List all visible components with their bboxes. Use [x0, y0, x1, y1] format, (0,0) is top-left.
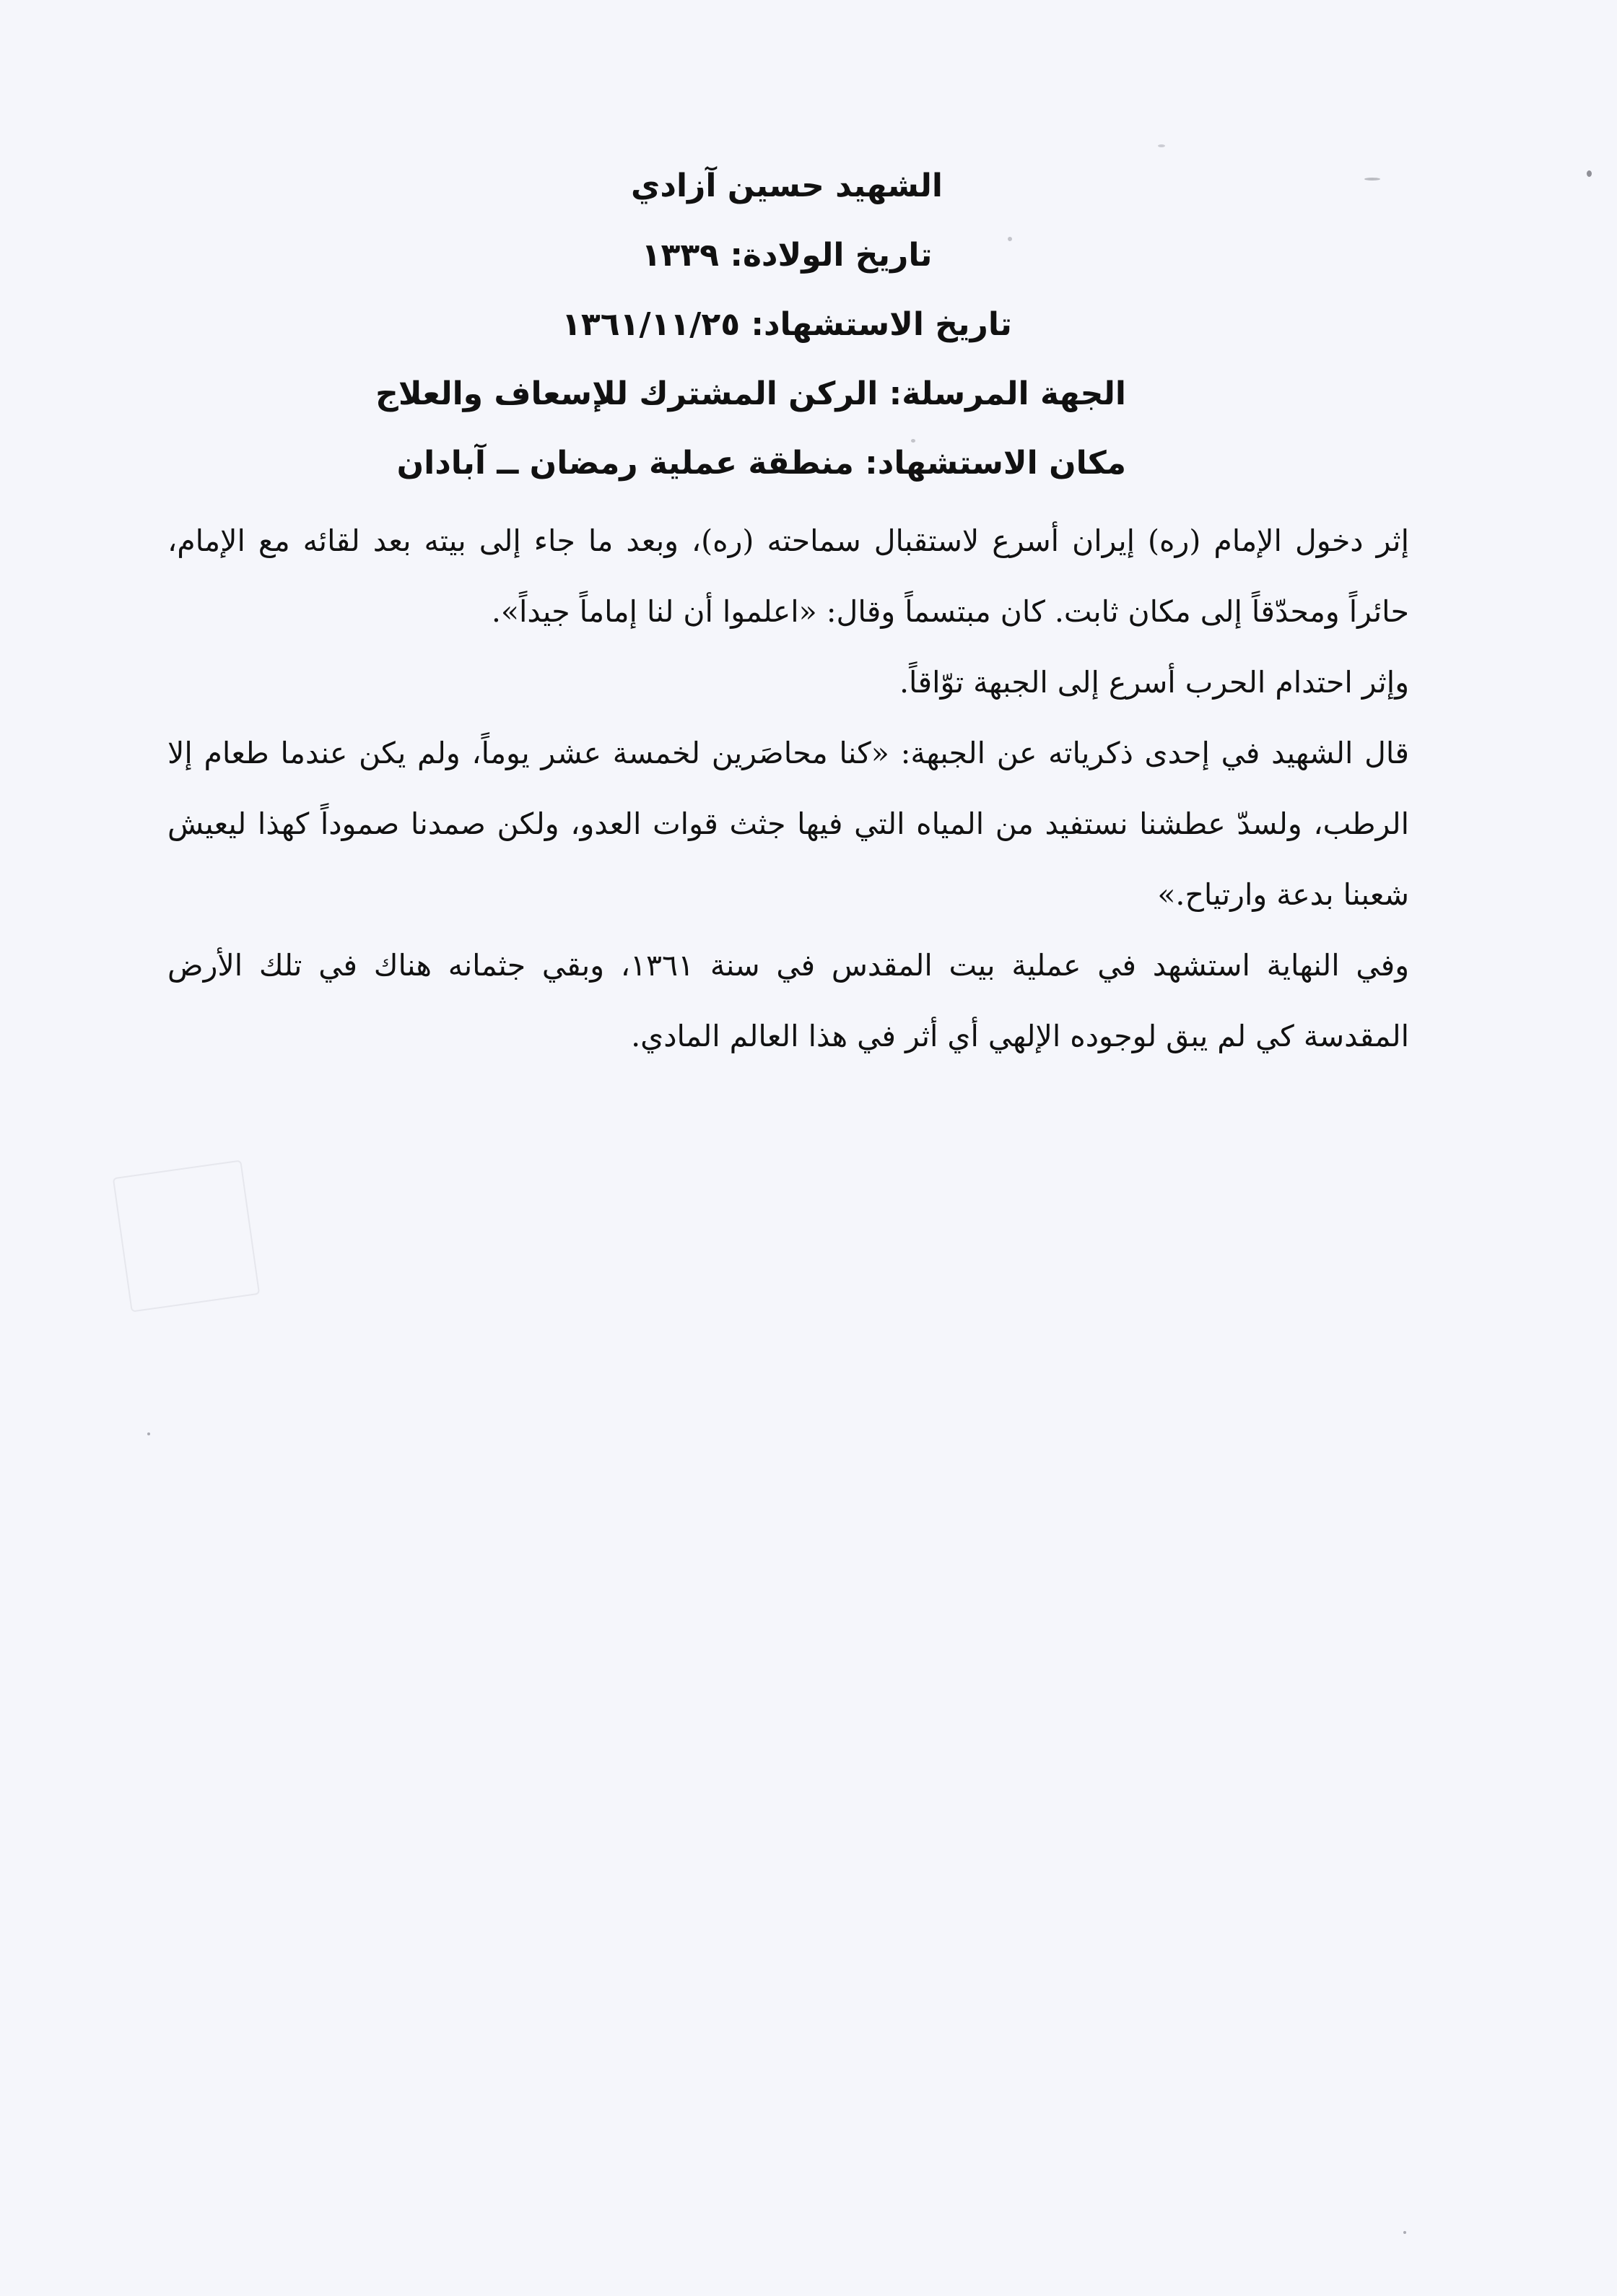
- faint-stamp-mark: [113, 1160, 260, 1312]
- document-header: [375, 152, 1169, 498]
- scan-speck: [1587, 170, 1592, 177]
- paragraph-return-of-imam: إثر دخول الإمام (ره) إيران أسرع لاستقبال سماحته (ره)، وبعد ما جاء إلى بيته بعد لقائه مع الإمام، حائراً ومحدّقاً إلى مكان ثابت. كان مبتسماً وقال: «اعلموا أن لنا إماماً جيداً».: [167, 523, 1409, 629]
- biography-text: [167, 505, 1409, 1071]
- martyrdom-place-line: مكان الاستشهاد: منطقة عملية رمضان ــ آبادان: [396, 445, 1126, 482]
- scan-speck: [1158, 144, 1165, 147]
- scan-speck: [1403, 2231, 1406, 2234]
- paragraph-martyrdom: وفي النهاية استشهد في عملية بيت المقدس في سنة ١٣٦١، وبقي جثمانه هناك في تلك الأرض المقدسة كي لم يبق لوجوده الإلهي أي أثر في هذا العالم المادي.: [167, 948, 1409, 1053]
- martyrdom-date-line: تاريخ الاستشهاد: ١٣٦١/١١/٢٥: [562, 306, 1012, 343]
- scan-speck: [1008, 237, 1012, 241]
- sender-line: الجهة المرسلة: الركن المشترك للإسعاف والعلاج: [375, 375, 1126, 412]
- paragraph-war-front: وإثر احتدام الحرب أسرع إلى الجبهة توّاقاً.: [899, 665, 1409, 700]
- martyr-name-title: الشهيد حسين آزادي: [631, 168, 943, 204]
- birth-date-line: تاريخ الولادة: ١٣٣٩: [641, 237, 933, 274]
- scan-speck: [147, 1432, 150, 1435]
- scan-speck: [1364, 178, 1380, 181]
- paragraph-front-memory: قال الشهيد في إحدى ذكرياته عن الجبهة: «كنا محاصَرين لخمسة عشر يوماً، ولم يكن عندما طعام إلا الرطب، ولسدّ عطشنا نستفيد من المياه التي فيها جثث قوات العدو، ولكن صمدنا صموداً كهذا ليعيش شعبنا بدعة وارتياح.»: [167, 736, 1409, 912]
- scan-speck: [911, 439, 915, 443]
